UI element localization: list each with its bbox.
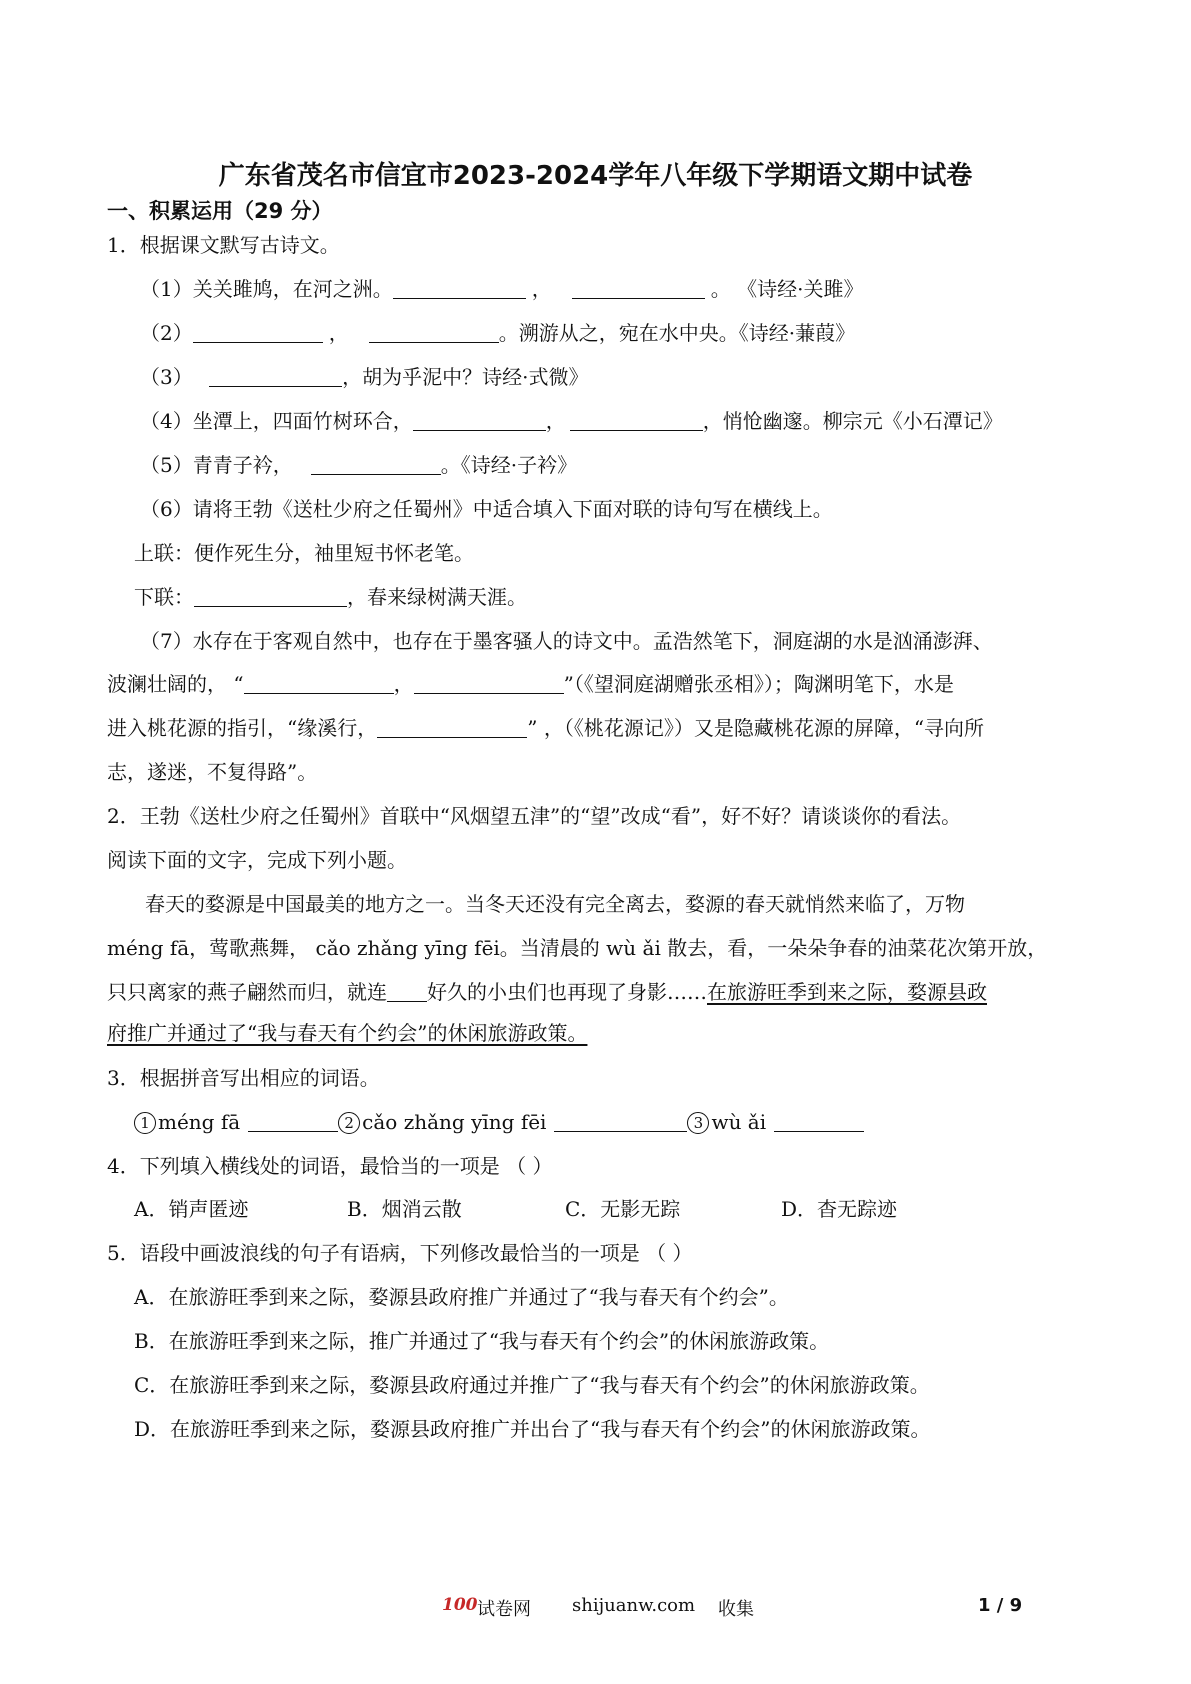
q1-sub7-line2: 波澜壮阔的， “ ， ”（《望洞庭湖赠张丞相》）；陶渊明笔下，水是 xyxy=(107,672,954,696)
answer-blank[interactable] xyxy=(413,410,546,431)
page-footer xyxy=(0,1595,1191,1625)
answer-blank[interactable] xyxy=(774,1111,864,1132)
answer-blank[interactable] xyxy=(377,717,527,738)
q2-stem: 2．王勃《送杜少府之任蜀州》首联中“风烟望五津”的“望”改成“看”，好不好？请谈谈你的看法。 xyxy=(107,804,962,828)
passage-line3: 只只离家的燕子翩然而归，就连 好久的小虫们也再现了身影……在旅游旺季到来之际，婺源县政 xyxy=(107,980,987,1004)
couplet-upper: 上联：便作死生分，袖里短书怀老笔。 xyxy=(134,541,474,565)
passage-line1: 春天的婺源是中国最美的地方之一。当冬天还没有完全离去，婺源的春天就悄然来临了，万物 xyxy=(145,892,965,916)
q1-sub7-line3: 进入桃花源的指引，“缘溪行， ” ，（《桃花源记》）又是隐藏桃花源的屏障，“寻向所 xyxy=(107,716,985,740)
q4-stem: 4．下列填入横线处的词语，最恰当的一项是 （ ） xyxy=(107,1154,553,1178)
circled-number: 2 xyxy=(338,1112,360,1134)
circled-number: 3 xyxy=(687,1112,709,1134)
answer-blank[interactable] xyxy=(369,322,499,343)
passage-line4 xyxy=(107,1019,587,1047)
q4-option-d[interactable]: D．杳无踪迹 xyxy=(781,1197,898,1221)
page-number: 1 / 9 xyxy=(978,1595,1023,1616)
answer-blank[interactable] xyxy=(193,322,323,343)
q5-option-d[interactable]: D．在旅游旺季到来之际，婺源县政府推广并出台了“我与春天有个约会”的休闲旅游政策。 xyxy=(134,1417,931,1441)
q5-option-a[interactable]: A．在旅游旺季到来之际，婺源县政府推广并通过了“我与春天有个约会”。 xyxy=(134,1285,789,1309)
q1-sub4: （4）坐潭上，四面竹树环合， ， ，悄怆幽邃。柳宗元《小石潭记》 xyxy=(140,409,1003,433)
answer-blank[interactable] xyxy=(244,673,394,694)
q1-sub2: （2） ， 。溯游从之，宛在水中央。《诗经·蒹葭》 xyxy=(140,321,856,345)
wavy-sentence: 在旅游旺季到来之际，婺源县政 xyxy=(707,980,987,1004)
q3-items: 1 méng fā 2 cǎo zhǎng yīng fēi 3 wù ǎi xyxy=(134,1108,864,1136)
answer-blank[interactable] xyxy=(570,410,703,431)
q1-sub1: （1）关关雎鸠，在河之洲。 ， 。 《诗经·关雎》 xyxy=(140,277,864,301)
reading-intro: 阅读下面的文字，完成下列小题。 xyxy=(107,848,407,872)
q1-stem: 1．根据课文默写古诗文。 xyxy=(107,233,340,257)
circled-number: 1 xyxy=(134,1112,156,1134)
q1-sub6: （6）请将王勃《送杜少府之任蜀州》中适合填入下面对联的诗句写在横线上。 xyxy=(140,497,833,521)
q5-option-b[interactable]: B．在旅游旺季到来之际，推广并通过了“我与春天有个约会”的休闲旅游政策。 xyxy=(134,1329,830,1353)
q4-option-b[interactable]: B．烟消云散 xyxy=(347,1197,462,1221)
q1-sub7-line1: （7）水存在于客观自然中，也存在于墨客骚人的诗文中。孟浩然笔下，洞庭湖的水是汹涌澎湃、 xyxy=(140,629,993,653)
passage-blank[interactable] xyxy=(387,981,427,1002)
answer-blank[interactable] xyxy=(393,278,526,299)
passage-line2: méng fā，莺歌燕舞， cǎo zhǎng yīng fēi。当清晨的 wù ǎi 散去，看，一朵朵争春的油菜花次第开放， xyxy=(107,936,1048,960)
q1-sub5: （5）青青子衿， 。《诗经·子衿》 xyxy=(140,453,578,477)
footer-site-name: 试卷网 xyxy=(477,1599,531,1620)
footer-url[interactable]: shijuanw.com xyxy=(572,1595,696,1616)
wavy-sentence: 府推广并通过了“我与春天有个约会”的休闲旅游政策。 xyxy=(107,1021,588,1045)
answer-blank[interactable] xyxy=(554,1111,687,1132)
couplet-lower: 下联： ，春来绿树满天涯。 xyxy=(134,585,527,609)
q4-option-a[interactable]: A．销声匿迹 xyxy=(134,1197,249,1221)
q1-sub3: （3） ，胡为乎泥中？诗经·式微》 xyxy=(140,365,589,389)
section-heading: 一、积累运用（29 分） xyxy=(107,199,333,223)
site-logo: 100 xyxy=(442,1595,478,1615)
answer-blank[interactable] xyxy=(414,673,564,694)
q4-option-c[interactable]: C．无影无踪 xyxy=(565,1197,681,1221)
answer-blank[interactable] xyxy=(311,454,441,475)
answer-blank[interactable] xyxy=(572,278,705,299)
answer-blank[interactable] xyxy=(194,586,347,607)
answer-blank[interactable] xyxy=(209,366,342,387)
q1-sub7-line4: 志，遂迷，不复得路”。 xyxy=(107,760,318,784)
footer-collect: 收集 xyxy=(718,1599,754,1620)
page-title: 广东省茂名市信宜市2023-2024学年八年级下学期语文期中试卷 xyxy=(218,161,973,191)
answer-blank[interactable] xyxy=(248,1111,338,1132)
q5-stem: 5．语段中画波浪线的句子有语病，下列修改最恰当的一项是 （ ） xyxy=(107,1241,693,1265)
q5-option-c[interactable]: C．在旅游旺季到来之际，婺源县政府通过并推广了“我与春天有个约会”的休闲旅游政策。 xyxy=(134,1373,930,1397)
q3-stem: 3．根据拼音写出相应的词语。 xyxy=(107,1066,380,1090)
